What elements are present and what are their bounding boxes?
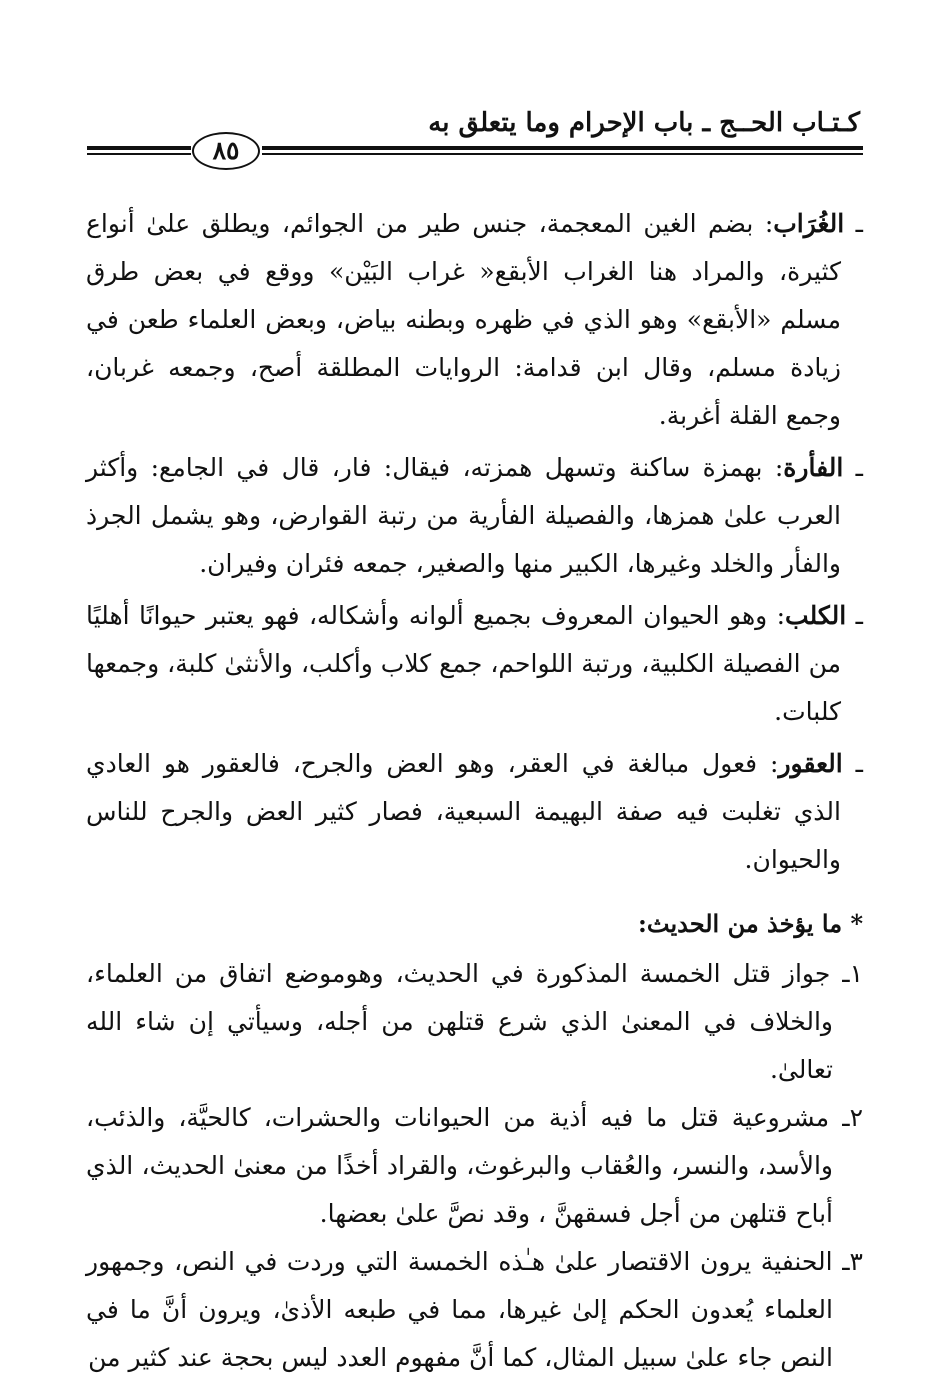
item-text: مشروعية قتل ما فيه أذية من الحيوانات والحشرات، كالحيَّة، والذئب، والأسد، والنسر، والعُقاب والبرغوث، والقراد أخذًا من معنىٰ الحديث، الذي أباح قتلهن من أجل فسقهنَّ ، وقد نصَّ علىٰ بعضها.: [86, 1103, 833, 1228]
list-item: [86, 950, 863, 1094]
glossary-term: العقور: [778, 749, 843, 778]
glossary-definition: : بضم الغين المعجمة، جنس طير من الجوائم، ويطلق علىٰ أنواع كثيرة، والمراد هنا الغراب الأبقع« غراب البَيْن» ووقع في بعض طرق مسلم «الأبقع» وهو الذي في ظهره وبطنه بياض، وبعض العلماء طعن في زيادة مسلم، وقال ابن قدامة: الروايات المطلقة أصح، وجمعه غربان، وجمع القلة أغربة.: [86, 209, 841, 430]
list-item: [86, 1094, 863, 1238]
glossary-entry: ـ الفأرة: بهمزة ساكنة وتسهل همزته، فيقال: فار، قال في الجامع: وأكثر العرب علىٰ همزها، والفصيلة الفأرية من رتبة القوارض، وهو يشمل الجرذ والفأر والخلد وغيرها، الكبير منها والصغير، جمعه فئران وفيران.: [86, 453, 863, 578]
glossary-definition: : فعول مبالغة في العقر، وهو العض والجرح، فالعقور هو العادي الذي تغلبت فيه صفة البهيمة السبعية، فصار كثير العض والجرح للناس والحيوان.: [86, 749, 841, 874]
header-rule: [262, 146, 863, 155]
running-title: كـتـاب الحــج ـ باب الإحرام وما يتعلق به: [428, 108, 860, 138]
glossary-term: الفأرة: [783, 453, 844, 482]
header-rule: [87, 146, 191, 155]
glossary-term: الكلب: [785, 601, 847, 630]
glossary-definition: : بهمزة ساكنة وتسهل همزته، فيقال: فار، قال في الجامع: وأكثر العرب علىٰ همزها، والفصيلة الفأرية من رتبة القوارض، وهو يشمل الجرذ والفأر والخلد وغيرها، الكبير منها والصغير، جمعه فئران وفيران.: [86, 453, 841, 578]
list-item: [86, 1238, 863, 1382]
glossary-term: الغُرَاب: [773, 209, 845, 238]
item-number: ١ـ: [842, 959, 863, 988]
glossary-definition: : وهو الحيوان المعروف بجميع ألوانه وأشكاله، فهو يعتبر حيوانًا أهليًا من الفصيلة الكلبية، ورتبة اللواحم، جمع كلاب وأكلب، والأنثىٰ كلبة، وجمعها كلبات.: [86, 601, 841, 726]
item-number: ٢ـ: [842, 1103, 863, 1132]
main-text: [86, 200, 863, 1382]
item-number: ٣ـ: [842, 1247, 863, 1276]
item-text: الحنفية يرون الاقتصار علىٰ هـٰذه الخمسة التي وردت في النص، وجمهور العلماء يُعدون الحكم إلىٰ غيرها، مما في طبعه الأذىٰ، ويرون أنَّ ما في النص جاء علىٰ سبيل المثال، كما أنَّ مفهوم العدد ليس بحجة عند كثير من: [86, 1247, 833, 1372]
section-heading: * ما يؤخذ من الحديث:: [638, 909, 863, 938]
item-text: جواز قتل الخمسة المذكورة في الحديث، وهوموضع اتفاق من العلماء، والخلاف في المعنىٰ الذي شرع قتلهن من أجله، وسيأتي إن شاء الله تعالىٰ.: [86, 959, 833, 1084]
glossary-entry: ـ الغُرَاب: بضم الغين المعجمة، جنس طير من الجوائم، ويطلق علىٰ أنواع كثيرة، والمراد هنا الغراب الأبقع« غراب البَيْن» ووقع في بعض طرق مسلم «الأبقع» وهو الذي في ظهره وبطنه بياض، وبعض العلماء طعن في زيادة مسلم، وقال ابن قدامة: الروايات المطلقة أصح، وجمعه غربان، وجمع القلة أغربة.: [86, 209, 863, 430]
glossary-entry: ـ العقور: فعول مبالغة في العقر، وهو العض والجرح، فالعقور هو العادي الذي تغلبت فيه صفة البهيمة السبعية، فصار كثير العض والجرح للناس والحيوان.: [86, 749, 863, 874]
page-number: ٨٥: [192, 132, 260, 170]
glossary-entry: ـ الكلب: وهو الحيوان المعروف بجميع ألوانه وأشكاله، فهو يعتبر حيوانًا أهليًا من الفصيلة الكلبية، ورتبة اللواحم، جمع كلاب وأكلب، والأنثىٰ كلبة، وجمعها كلبات.: [86, 601, 863, 726]
